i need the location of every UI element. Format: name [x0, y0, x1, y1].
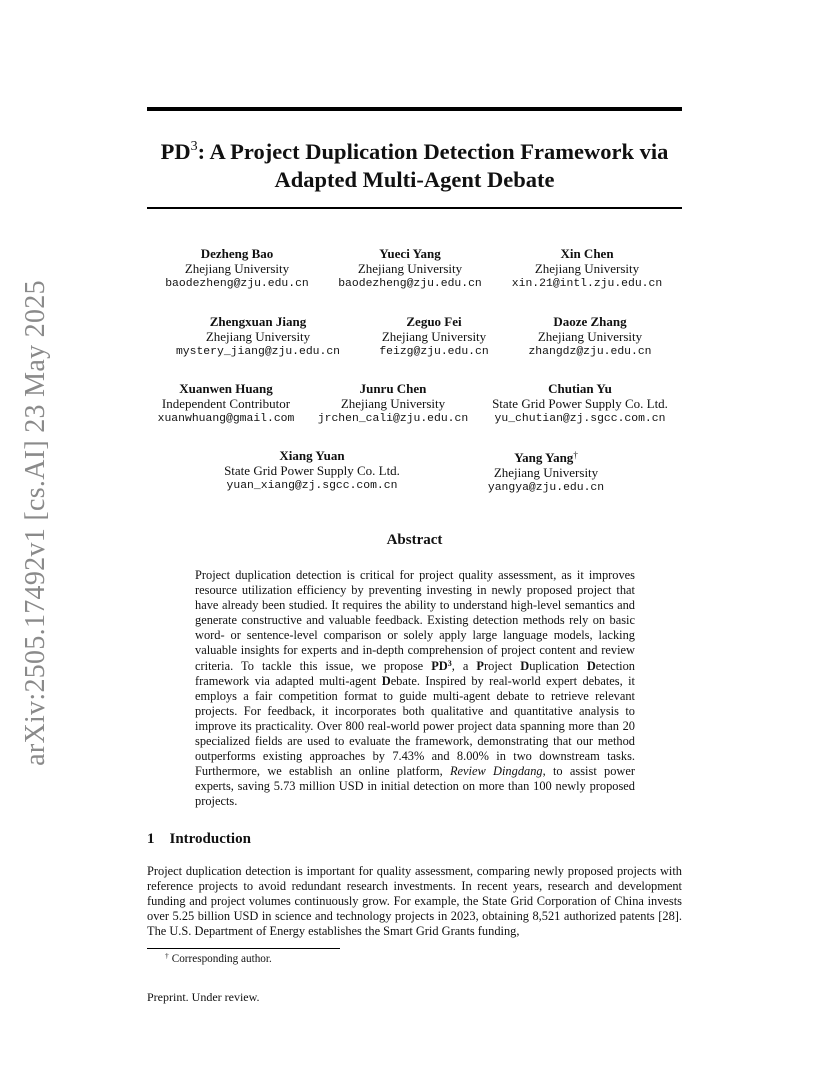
- author-affiliation: State Grid Power Supply Co. Ltd.: [224, 463, 400, 479]
- title-bottom-rule: [147, 207, 682, 209]
- author-name: Daoze Zhang: [553, 314, 627, 329]
- platform-name: Review Dingdang: [449, 763, 543, 778]
- section-number: 1: [147, 831, 155, 847]
- author-affiliation: Zhejiang University: [205, 329, 311, 345]
- footnote-mark: †: [165, 951, 169, 960]
- author-email: feizg@zju.edu.cn: [379, 345, 489, 358]
- author-affiliation: Zhejiang University: [340, 396, 446, 412]
- author-affiliation: Zhejiang University: [534, 261, 640, 277]
- footnote: [165, 951, 272, 965]
- author-email: yu_chutian@zj.sgcc.com.cn: [494, 412, 666, 425]
- corresponding-author-mark: †: [573, 450, 578, 460]
- author-block: [318, 381, 468, 427]
- author-name: Zeguo Fei: [406, 314, 462, 329]
- author-block: [338, 246, 482, 292]
- author-name: Xuanwen Huang: [179, 381, 273, 396]
- author-email: jrchen_cali@zju.edu.cn: [317, 412, 469, 425]
- arxiv-identifier-text: arXiv:2505.17492v1 [cs.AI] 23 May 2025: [20, 279, 51, 766]
- author-email: xuanwhuang@gmail.com: [157, 412, 295, 425]
- framework-name: $PD^3$: [431, 659, 452, 674]
- introduction-paragraph: Project duplication detection is important for quality assessment, comparing newly proposed projects with reference projects to avoid redundant research investments. In recent years, research and development funding and project volumes continuously grow. For example, the State Grid Corporation of China invests over 5.25 billion USD in science and technology projects in 2023, obtaining 8,521 authorized patents [28]. The U.S. Department of Energy establishes the Smart Grid Grants funding,: [147, 864, 682, 938]
- author-block: [165, 246, 309, 292]
- author-email: baodezheng@zju.edu.cn: [338, 277, 482, 290]
- author-block: [512, 246, 662, 292]
- author-name: Junru Chen: [359, 381, 427, 396]
- abstract-heading: Abstract: [386, 532, 443, 548]
- author-email: yangya@zju.edu.cn: [487, 481, 605, 494]
- author-block: [176, 314, 340, 360]
- author-affiliation: Zhejiang University: [184, 261, 290, 277]
- title-rest: : A Project Duplication Detection Framework via Adapted Multi-Agent Debate: [197, 139, 669, 192]
- preprint-note: Preprint. Under review.: [147, 990, 260, 1004]
- title-top-rule: [147, 107, 682, 111]
- author-name: Yang Yang†: [514, 450, 578, 465]
- author-email: baodezheng@zju.edu.cn: [165, 277, 309, 290]
- author-block: [528, 314, 651, 360]
- author-block: [488, 448, 604, 496]
- title-superscript: 3: [190, 139, 198, 154]
- author-email: mystery_jiang@zju.edu.cn: [175, 345, 341, 358]
- author-block: [158, 381, 295, 427]
- section-title: Introduction: [169, 831, 251, 847]
- title-prefix: PD: [160, 139, 191, 164]
- arxiv-identifier-stamp: [20, 279, 51, 766]
- author-email: xin.21@intl.zju.edu.cn: [511, 277, 663, 290]
- author-affiliation: Zhejiang University: [381, 329, 487, 345]
- author-block: [492, 381, 668, 427]
- author-name: Dezheng Bao: [200, 246, 274, 261]
- author-affiliation: Zhejiang University: [357, 261, 463, 277]
- author-email: yuan_xiang@zj.sgcc.com.cn: [226, 479, 398, 492]
- footnote-text: Corresponding author.: [171, 953, 272, 965]
- paper-title: [147, 133, 682, 194]
- author-email: zhangdz@zju.edu.cn: [528, 345, 652, 358]
- author-name: Chutian Yu: [548, 381, 612, 396]
- author-block: [224, 448, 400, 494]
- footnote-rule: [147, 948, 340, 949]
- author-name: Xin Chen: [560, 246, 614, 261]
- abstract-body: Project duplication detection is critical for project quality assessment, as it improves resource utilization efficiency by preventing investing in newly proposed project that have already been studied. It requires the ability to understand high-level semantics and generate constructive and valuable feedback. Existing detection methods rely on basic word- or sentence-level comparison or solely apply large language models, lacking valuable insights for experts and in-depth comprehension of project content and review criteria. To tackle this issue, we propose $PD^3$, a Project Duplication Detection framework via adapted multi-agent Debate. Inspired by real-world expert debates, it employs a fair competition format to guide multi-agent debate to retrieve relevant projects. For feedback, it incorporates both qualitative and quantitative analysis to improve its practicality. Over 800 real-world power project data spanning more than 20 specialized fields are used to evaluate the framework, demonstrating that our method outperforms existing approaches by 7.43% and 8.00% in two downstream tasks. Furthermore, we establish an online platform, Review Dingdang, to assist power experts, saving 5.73 million USD in initial detection on more than 100 newly proposed projects.: [195, 568, 636, 808]
- author-name: Zhengxuan Jiang: [209, 314, 307, 329]
- author-affiliation: Zhejiang University: [537, 329, 643, 345]
- author-block: [379, 314, 488, 360]
- author-affiliation: Zhejiang University: [493, 465, 599, 481]
- section-heading: [147, 831, 251, 848]
- author-name: Xiang Yuan: [279, 448, 345, 463]
- author-name: Yueci Yang: [379, 246, 441, 261]
- author-affiliation: Independent Contributor: [161, 396, 291, 412]
- author-affiliation: State Grid Power Supply Co. Ltd.: [492, 396, 668, 412]
